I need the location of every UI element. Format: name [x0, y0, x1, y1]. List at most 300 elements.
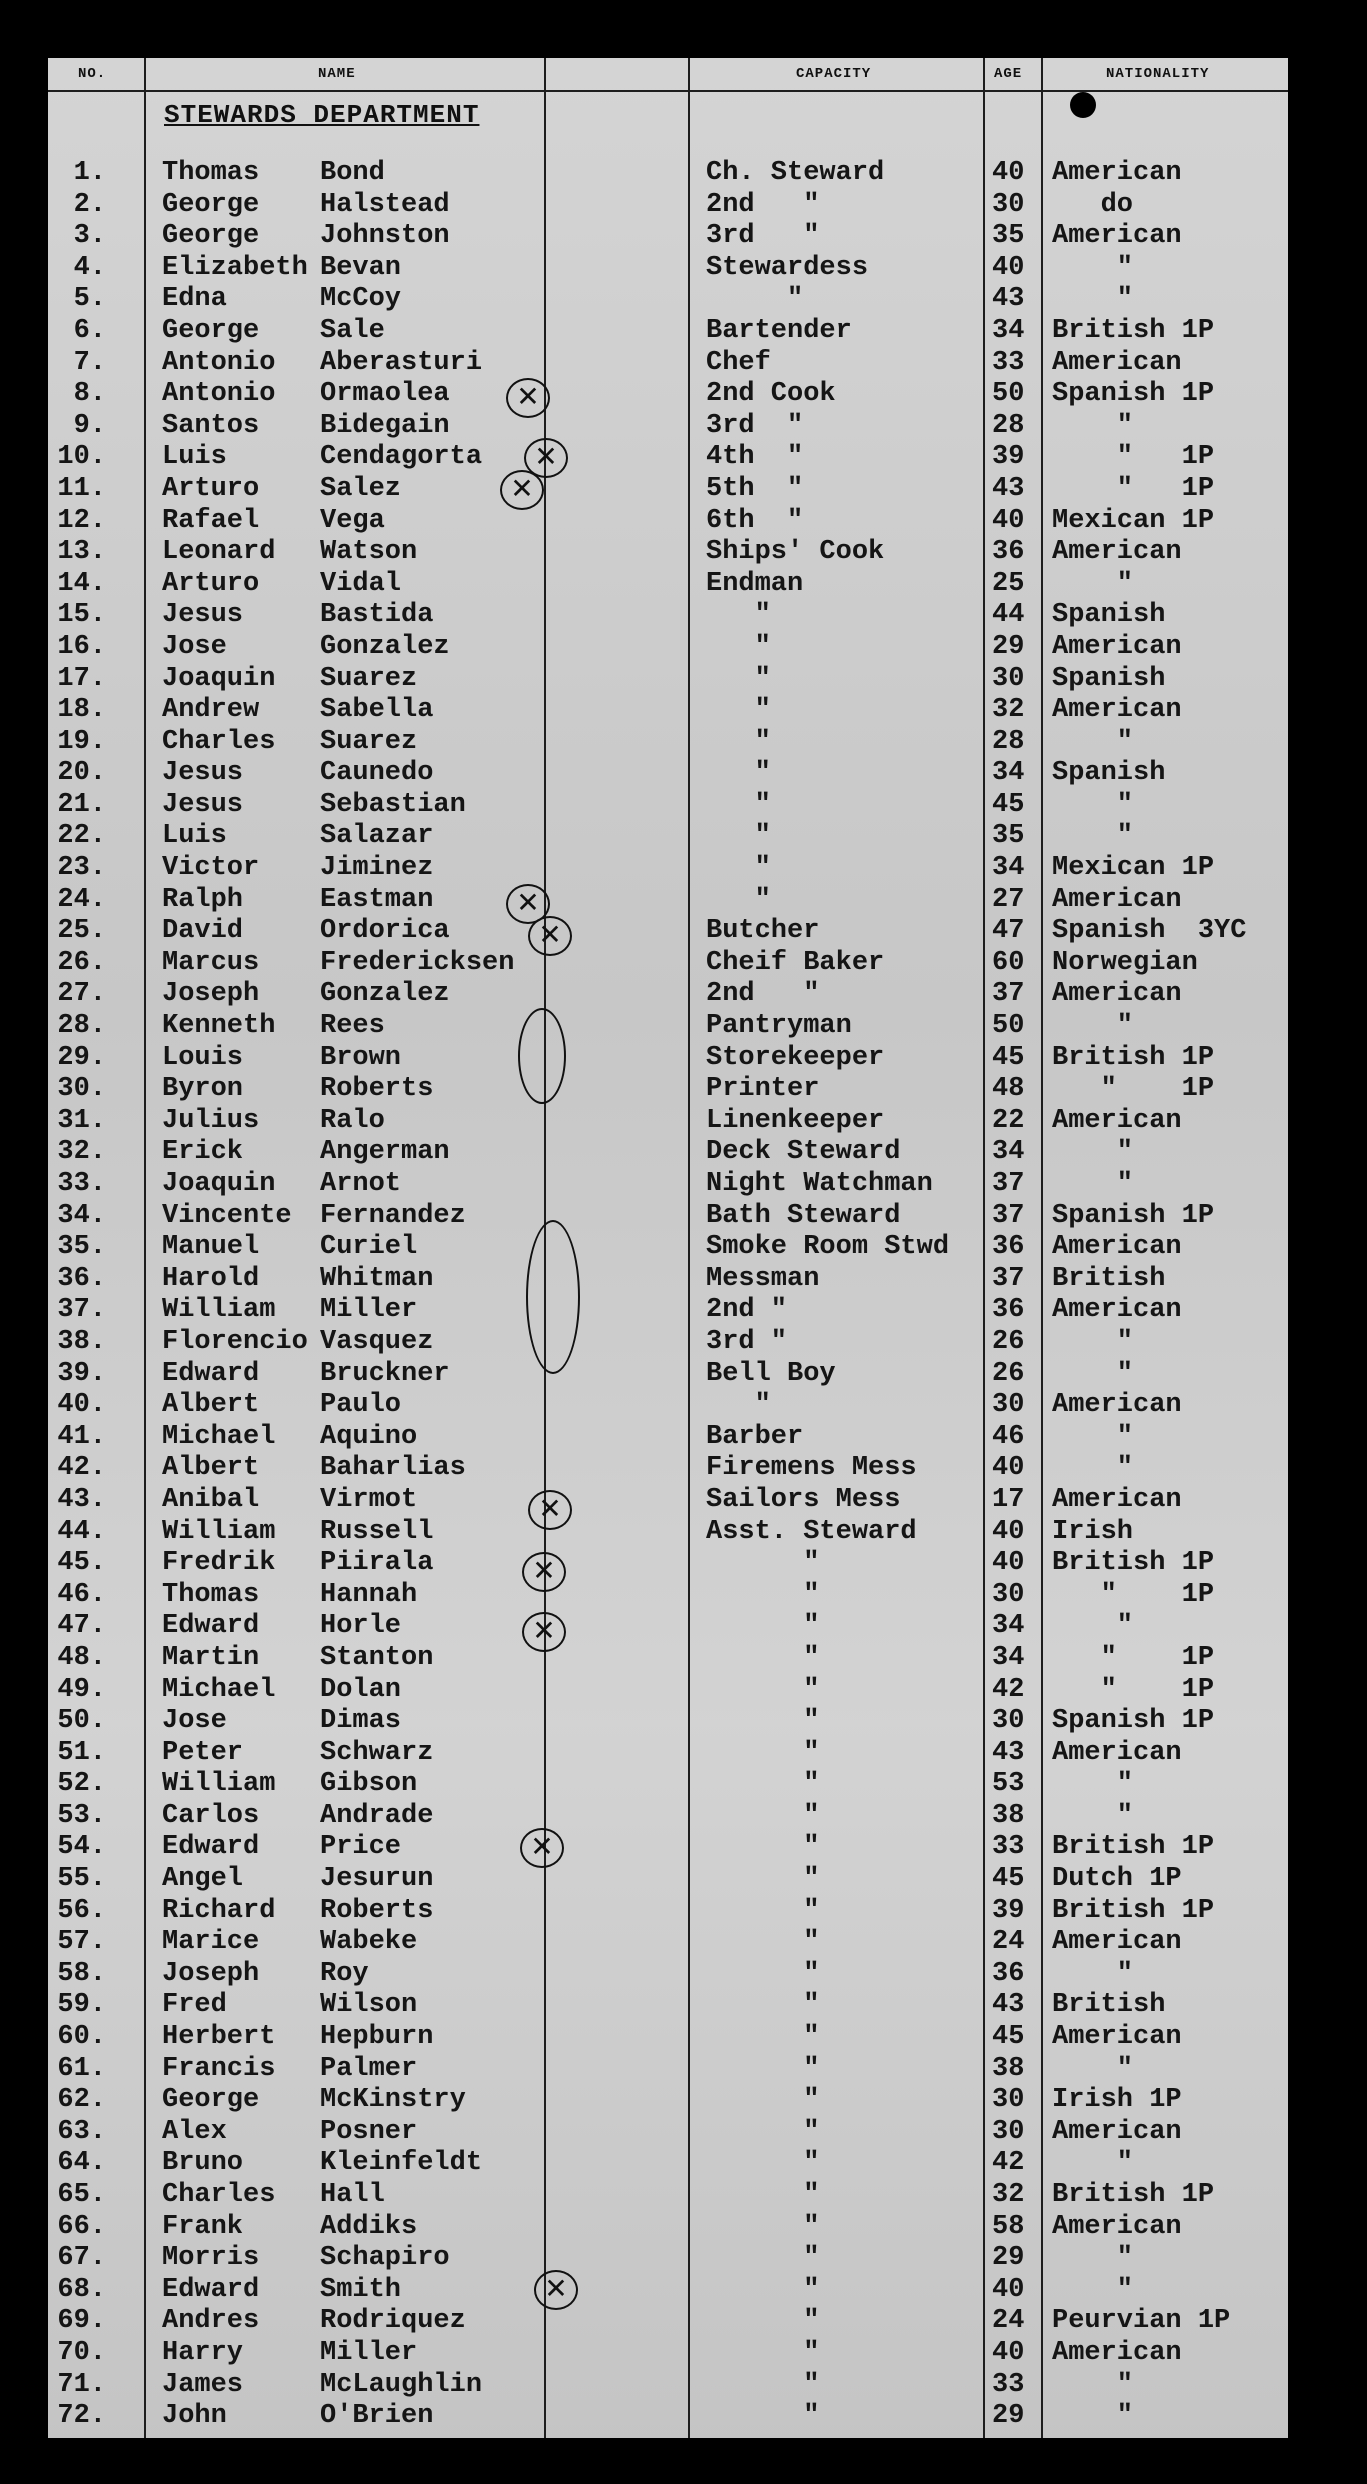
nationality: British 1P [1052, 1895, 1215, 1926]
capacity: Linenkeeper [706, 1105, 885, 1136]
nationality: " [1052, 2274, 1134, 2305]
age: 30 [992, 2116, 1025, 2147]
age: 44 [992, 600, 1025, 631]
crew-number: 70. [57, 2337, 106, 2368]
table-row [48, 2148, 1288, 2180]
nationality: American [1052, 1737, 1182, 1768]
first-name: Michael [162, 1421, 276, 1452]
crew-number: 30. [57, 1074, 106, 1105]
crew-number: 33. [57, 1169, 106, 1199]
nationality: Irish 1P [1052, 2085, 1182, 2116]
last-name: Bevan [320, 252, 402, 283]
table-row [48, 1327, 1288, 1359]
nationality: American [1052, 979, 1182, 1010]
crew-number: 44. [57, 1516, 106, 1547]
capacity: 2nd Cook [706, 379, 836, 410]
age: 26 [992, 1326, 1025, 1357]
first-name: William [162, 1295, 276, 1326]
age: 34 [992, 315, 1025, 346]
nationality: Spanish 1P [1052, 1706, 1215, 1737]
capacity: Printer [706, 1074, 820, 1105]
crew-number: 45. [57, 1548, 106, 1579]
check-mark-oval [526, 1220, 580, 1374]
capacity: " [706, 2022, 820, 2053]
first-name: Frank [162, 2211, 244, 2242]
age: 36 [992, 537, 1025, 568]
first-name: Edward [162, 1832, 260, 1863]
capacity: " [706, 1674, 820, 1705]
age: 39 [992, 442, 1025, 473]
crew-number: 3. [73, 221, 106, 252]
age: 50 [992, 1011, 1025, 1042]
first-name: Joseph [162, 1958, 260, 1989]
first-name: Luis [162, 821, 227, 852]
last-name: Johnston [320, 221, 450, 252]
age: 30 [992, 2085, 1025, 2116]
last-name: Roberts [320, 1074, 434, 1105]
nationality: " [1052, 410, 1134, 441]
last-name: Fernandez [320, 1200, 466, 1231]
check-mark-oval [518, 1008, 566, 1104]
crew-number: 55. [57, 1864, 106, 1895]
first-name: Albert [162, 1453, 260, 1484]
first-name: Joseph [162, 979, 260, 1010]
crew-number: 23. [57, 853, 106, 884]
table-row [48, 474, 1288, 506]
crew-number: 7. [73, 347, 106, 378]
first-name: Bruno [162, 2148, 244, 2179]
table-row [48, 1422, 1288, 1454]
table-row [48, 1990, 1288, 2022]
capacity: " [706, 853, 771, 884]
crew-number: 68. [57, 2274, 106, 2305]
first-name: Peter [162, 1737, 244, 1768]
first-name: Michael [162, 1674, 276, 1705]
capacity: " [706, 1832, 820, 1863]
nationality: " 1P [1052, 1074, 1215, 1105]
crew-number: 27. [57, 979, 106, 1010]
last-name: Roy [320, 1958, 369, 1989]
last-name: Angerman [320, 1137, 450, 1168]
crew-number: 20. [57, 758, 106, 789]
capacity: " [706, 1895, 820, 1926]
nationality: Spanish [1052, 600, 1166, 631]
age: 17 [992, 1484, 1025, 1515]
nationality: " [1052, 726, 1134, 757]
first-name: Vincente [162, 1200, 292, 1231]
nationality: British 1P [1052, 1042, 1215, 1073]
capacity: " [706, 2116, 820, 2147]
crew-number: 2. [73, 189, 106, 220]
crew-number: 61. [57, 2053, 106, 2084]
last-name: Smith [320, 2274, 402, 2305]
crew-number: 36. [57, 1263, 106, 1294]
crew-number: 19. [57, 726, 106, 757]
last-name: Sabella [320, 695, 434, 726]
check-mark-circle: ✕ [522, 1552, 566, 1592]
nationality: " [1052, 1453, 1134, 1484]
crew-number: 11. [57, 473, 106, 504]
age: 53 [992, 1769, 1025, 1800]
table-row [48, 1453, 1288, 1485]
table-row [48, 948, 1288, 980]
table-row [48, 1832, 1288, 1864]
check-mark-circle: ✕ [522, 1612, 566, 1652]
table-row [48, 2180, 1288, 2212]
table-row [48, 2212, 1288, 2244]
nationality: American [1052, 1295, 1182, 1326]
last-name: Schwarz [320, 1737, 434, 1768]
table-row [48, 2370, 1288, 2402]
table-row [48, 664, 1288, 696]
capacity: Smoke Room Stwd [706, 1232, 950, 1263]
first-name: Jesus [162, 789, 244, 820]
age: 35 [992, 221, 1025, 252]
first-name: William [162, 1516, 276, 1547]
table-row [48, 2243, 1288, 2275]
nationality: " 1P [1052, 1642, 1215, 1673]
capacity: " [706, 1548, 820, 1579]
first-name: Martin [162, 1642, 260, 1673]
capacity: " [706, 631, 771, 662]
last-name: Dimas [320, 1706, 402, 1737]
table-row [48, 2306, 1288, 2338]
last-name: Gonzalez [320, 631, 450, 662]
first-name: Andres [162, 2306, 260, 2337]
age: 48 [992, 1074, 1025, 1105]
nationality: British 1P [1052, 1548, 1215, 1579]
age: 35 [992, 821, 1025, 852]
capacity: " [706, 2085, 820, 2116]
nationality: Peurvian 1P [1052, 2306, 1231, 2337]
first-name: Arturo [162, 568, 260, 599]
first-name: Joaquin [162, 1169, 276, 1199]
crew-number: 57. [57, 1927, 106, 1958]
age: 22 [992, 1105, 1025, 1136]
table-row [48, 1675, 1288, 1707]
nationality: " [1052, 568, 1134, 599]
table-row [48, 1043, 1288, 1075]
first-name: Harold [162, 1263, 260, 1294]
crew-number: 29. [57, 1042, 106, 1073]
nationality: American [1052, 1105, 1182, 1136]
last-name: Kleinfeldt [320, 2148, 483, 2179]
crew-number: 53. [57, 1800, 106, 1831]
first-name: Marice [162, 1927, 260, 1958]
age: 43 [992, 473, 1025, 504]
capacity: " [706, 1958, 820, 1989]
header-name: NAME [318, 66, 356, 82]
last-name: Vega [320, 505, 385, 536]
nationality: Spanish [1052, 758, 1166, 789]
nationality: " 1P [1052, 473, 1215, 504]
first-name: Alex [162, 2116, 227, 2147]
table-row [48, 1927, 1288, 1959]
table-row [48, 2054, 1288, 2086]
table-row [48, 1738, 1288, 1770]
age: 30 [992, 1706, 1025, 1737]
crew-number: 62. [57, 2085, 106, 2116]
age: 25 [992, 568, 1025, 599]
nationality: Mexican 1P [1052, 505, 1215, 536]
first-name: Victor [162, 853, 260, 884]
table-row [48, 853, 1288, 885]
table-row [48, 190, 1288, 222]
age: 26 [992, 1358, 1025, 1389]
table-row [48, 632, 1288, 664]
last-name: Rees [320, 1011, 385, 1042]
crew-number: 63. [57, 2116, 106, 2147]
crew-number: 31. [57, 1105, 106, 1136]
table-row [48, 506, 1288, 538]
capacity: " [706, 789, 771, 820]
nationality: " 1P [1052, 442, 1215, 473]
crew-number: 1. [73, 158, 106, 188]
capacity: 6th " [706, 505, 804, 536]
first-name: Anibal [162, 1484, 260, 1515]
table-row [48, 442, 1288, 474]
capacity: " [706, 600, 771, 631]
first-name: Byron [162, 1074, 244, 1105]
first-name: Jose [162, 1706, 227, 1737]
last-name: O'Brien [320, 2401, 434, 2432]
age: 47 [992, 916, 1025, 947]
age: 40 [992, 252, 1025, 283]
first-name: Kenneth [162, 1011, 276, 1042]
crew-number: 64. [57, 2148, 106, 2179]
capacity: " [706, 2211, 820, 2242]
table-row [48, 1959, 1288, 1991]
crew-number: 4. [73, 252, 106, 283]
crew-number: 49. [57, 1674, 106, 1705]
capacity: " [706, 1642, 820, 1673]
capacity: Barber [706, 1421, 804, 1452]
check-mark-circle: ✕ [506, 378, 550, 418]
table-row [48, 316, 1288, 348]
first-name: Charles [162, 2180, 276, 2210]
table-row [48, 821, 1288, 853]
first-name: Leonard [162, 537, 276, 568]
nationality: Spanish 1P [1052, 379, 1215, 410]
crew-number: 32. [57, 1137, 106, 1168]
capacity: Pantryman [706, 1011, 852, 1042]
nationality: " [1052, 1358, 1134, 1389]
last-name: Baharlias [320, 1453, 466, 1484]
capacity: 4th " [706, 442, 804, 473]
nationality: British [1052, 1263, 1166, 1294]
age: 60 [992, 947, 1025, 978]
age: 29 [992, 631, 1025, 662]
age: 30 [992, 189, 1025, 220]
nationality: American [1052, 884, 1182, 915]
age: 50 [992, 379, 1025, 410]
table-row [48, 537, 1288, 569]
table-row [48, 253, 1288, 285]
age: 42 [992, 2148, 1025, 2179]
check-mark-circle: ✕ [528, 1490, 572, 1530]
capacity: " [706, 2053, 820, 2084]
crew-number: 60. [57, 2022, 106, 2053]
nationality: American [1052, 2337, 1182, 2368]
last-name: Dolan [320, 1674, 402, 1705]
capacity: " [706, 663, 771, 694]
age: 40 [992, 1453, 1025, 1484]
crew-number: 6. [73, 315, 106, 346]
last-name: Bruckner [320, 1358, 450, 1389]
nationality: British 1P [1052, 1832, 1215, 1863]
last-name: Ralo [320, 1105, 385, 1136]
age: 34 [992, 853, 1025, 884]
first-name: Jesus [162, 758, 244, 789]
check-mark-circle: ✕ [500, 470, 544, 510]
capacity: Bath Steward [706, 1200, 901, 1231]
nationality: Mexican 1P [1052, 853, 1215, 884]
last-name: Stanton [320, 1642, 434, 1673]
nationality: British 1P [1052, 2180, 1215, 2210]
table-row [48, 1485, 1288, 1517]
last-name: Palmer [320, 2053, 418, 2084]
crew-number: 16. [57, 631, 106, 662]
header-rule [48, 90, 1288, 92]
nationality: " 1P [1052, 1674, 1215, 1705]
nationality: " 1P [1052, 1579, 1215, 1610]
last-name: Salez [320, 473, 402, 504]
age: 37 [992, 1169, 1025, 1199]
capacity: 2nd " [706, 189, 820, 220]
nationality: " [1052, 2148, 1134, 2179]
last-name: Bond [320, 158, 385, 188]
check-mark-circle: ✕ [520, 1828, 564, 1868]
age: 42 [992, 1674, 1025, 1705]
table-row [48, 2401, 1288, 2433]
first-name: Thomas [162, 158, 260, 188]
crew-number: 66. [57, 2211, 106, 2242]
crew-number: 22. [57, 821, 106, 852]
age: 28 [992, 726, 1025, 757]
first-name: Richard [162, 1895, 276, 1926]
first-name: George [162, 221, 260, 252]
table-row [48, 1201, 1288, 1233]
last-name: Ormaolea [320, 379, 450, 410]
last-name: McCoy [320, 284, 402, 315]
table-row [48, 1706, 1288, 1738]
crew-number: 56. [57, 1895, 106, 1926]
table-row [48, 1359, 1288, 1391]
age: 27 [992, 884, 1025, 915]
last-name: Sale [320, 315, 385, 346]
first-name: Edward [162, 2274, 260, 2305]
last-name: Gibson [320, 1769, 418, 1800]
age: 24 [992, 2306, 1025, 2337]
age: 33 [992, 1832, 1025, 1863]
first-name: Ralph [162, 884, 244, 915]
check-mark-circle: ✕ [528, 916, 572, 956]
last-name: Hall [320, 2180, 385, 2210]
crew-number: 39. [57, 1358, 106, 1389]
capacity: Stewardess [706, 252, 869, 283]
nationality: Spanish 1P [1052, 1200, 1215, 1231]
age: 40 [992, 505, 1025, 536]
crew-number: 17. [57, 663, 106, 694]
age: 38 [992, 1800, 1025, 1831]
age: 43 [992, 1737, 1025, 1768]
last-name: Posner [320, 2116, 418, 2147]
age: 40 [992, 1548, 1025, 1579]
last-name: Suarez [320, 726, 418, 757]
age: 46 [992, 1421, 1025, 1452]
last-name: Miller [320, 1295, 418, 1326]
first-name: Charles [162, 726, 276, 757]
age: 34 [992, 1137, 1025, 1168]
last-name: Arnot [320, 1169, 402, 1199]
crew-number: 37. [57, 1295, 106, 1326]
capacity: 2nd " [706, 979, 820, 1010]
table-row [48, 600, 1288, 632]
crew-number: 15. [57, 600, 106, 631]
crew-number: 21. [57, 789, 106, 820]
first-name: Edna [162, 284, 227, 315]
crew-number: 46. [57, 1579, 106, 1610]
nationality: " [1052, 1611, 1134, 1642]
last-name: Halstead [320, 189, 450, 220]
table-row [48, 1169, 1288, 1201]
nationality: Spanish 3YC [1052, 916, 1247, 947]
first-name: George [162, 315, 260, 346]
last-name: Brown [320, 1042, 402, 1073]
nationality: " [1052, 2243, 1134, 2274]
crew-list [48, 158, 1288, 2433]
age: 29 [992, 2401, 1025, 2432]
crew-number: 48. [57, 1642, 106, 1673]
last-name: Russell [320, 1516, 434, 1547]
last-name: Ordorica [320, 916, 450, 947]
first-name: Antonio [162, 347, 276, 378]
crew-number: 40. [57, 1390, 106, 1421]
last-name: Andrade [320, 1800, 434, 1831]
crew-number: 67. [57, 2243, 106, 2274]
table-row [48, 1232, 1288, 1264]
nationality: " [1052, 1958, 1134, 1989]
last-name: Paulo [320, 1390, 402, 1421]
last-name: Rodriquez [320, 2306, 466, 2337]
last-name: Gonzalez [320, 979, 450, 1010]
crew-number: 28. [57, 1011, 106, 1042]
table-row [48, 348, 1288, 380]
capacity: 2nd " [706, 1295, 788, 1326]
table-row [48, 1548, 1288, 1580]
capacity: " [706, 2401, 820, 2432]
table-row [48, 2022, 1288, 2054]
first-name: Marcus [162, 947, 260, 978]
capacity: Chef [706, 347, 771, 378]
first-name: William [162, 1769, 276, 1800]
last-name: Fredericksen [320, 947, 515, 978]
crew-number: 26. [57, 947, 106, 978]
table-row [48, 1769, 1288, 1801]
nationality: " [1052, 1421, 1134, 1452]
table-row [48, 1106, 1288, 1138]
last-name: Hepburn [320, 2022, 434, 2053]
first-name: James [162, 2369, 244, 2400]
last-name: Vasquez [320, 1326, 434, 1357]
first-name: Thomas [162, 1579, 260, 1610]
table-row [48, 1137, 1288, 1169]
check-mark-circle: ✕ [524, 438, 568, 478]
last-name: Wabeke [320, 1927, 418, 1958]
capacity: Sailors Mess [706, 1484, 901, 1515]
crew-number: 35. [57, 1232, 106, 1263]
nationality: " [1052, 1169, 1134, 1199]
